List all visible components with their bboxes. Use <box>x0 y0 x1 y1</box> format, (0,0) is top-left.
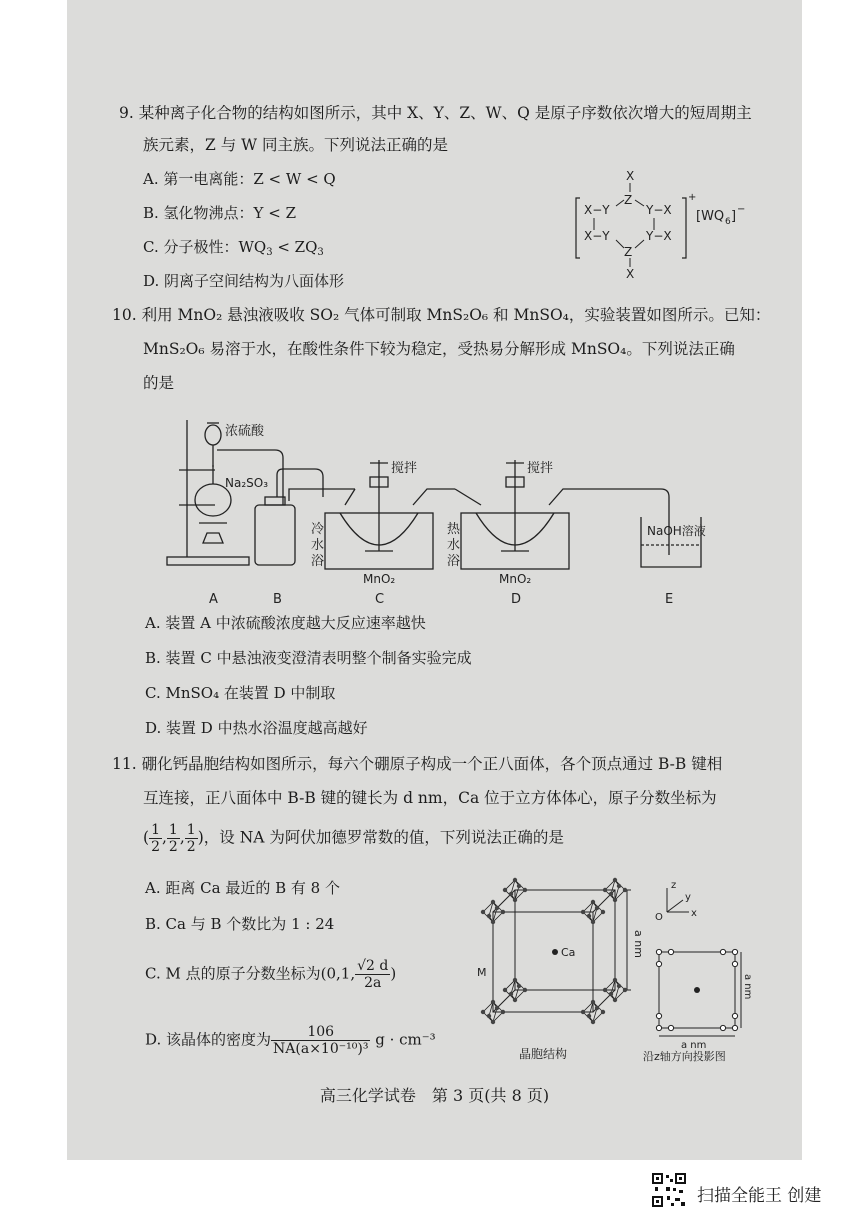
naoh-label: NaOH溶液 <box>647 524 706 538</box>
boron-atom <box>601 910 605 914</box>
label-c: C <box>375 592 385 607</box>
boron-atom <box>481 910 485 914</box>
boron-atom <box>623 988 627 992</box>
cold-bath-1: 冷 <box>311 522 325 537</box>
boron-atom <box>501 910 505 914</box>
m-label: M <box>477 966 487 979</box>
page-footer: 高三化学试卷 第 3 页(共 8 页) <box>319 1086 550 1105</box>
boron-atom <box>491 920 495 924</box>
stir-label-d: 搅拌 <box>527 461 554 476</box>
projection-b-atom <box>656 1025 661 1030</box>
axis-y: y <box>685 892 691 903</box>
q11-option-b: B. Ca 与 B 个数比为 1 : 24 <box>145 915 335 933</box>
projection-ca-atom <box>694 987 700 993</box>
q11-stem-line2: 互连接，正八面体中 B-B 键的键长为 d nm，Ca 位于立方体体心，原子分数坐标为 <box>143 789 717 807</box>
struct-row1: X−Y <box>584 203 610 217</box>
qr-code-icon <box>651 1172 687 1208</box>
boron-atom <box>509 992 513 996</box>
struct-anion-close: ] <box>731 209 737 224</box>
boron-atom <box>613 998 617 1002</box>
struct-x-top: X <box>626 169 635 183</box>
axis-x: x <box>691 908 697 919</box>
proj-side-label: a nm <box>742 974 753 1000</box>
acid-label: 浓硫酸 <box>225 424 265 439</box>
boron-atom <box>503 988 507 992</box>
q9-option-b: B. 氢化物沸点：Y < Z <box>143 204 296 222</box>
burner <box>203 533 223 543</box>
q9-stem-line1: 9. 某种离子化合物的结构如图所示，其中 X、Y、Z、W、Q 是原子序数依次增大的短周期主 <box>119 104 752 122</box>
q11-projection-figure <box>641 874 761 1064</box>
projection-b-atom <box>732 949 737 954</box>
dropping-funnel <box>205 425 221 445</box>
boron-atom <box>595 906 599 910</box>
struct-z-top: Z <box>624 193 633 207</box>
projection-b-atom <box>732 1025 737 1030</box>
q10-option-b: B. 装置 C 中悬浊液变澄清表明整个制备实验完成 <box>145 649 472 667</box>
hot-bath-2: 水 <box>447 538 461 553</box>
boron-atom <box>603 988 607 992</box>
projection-b-atom <box>668 949 673 954</box>
q10-option-c: C. MnSO₄ 在装置 D 中制取 <box>145 684 336 702</box>
q11-stem-line3: ( $\frac{1}{2}$ , $\frac{1}{2}$ , $\frac{1}{2}$ )，设 NA 为阿伏加德罗常数的值，下列说法正确的是 <box>143 822 564 855</box>
mno2-c: MnO₂ <box>363 572 396 586</box>
boron-atom <box>513 878 517 882</box>
cell-caption: 晶胞结构 <box>519 1047 568 1061</box>
boron-atom <box>501 1010 505 1014</box>
boron-atom <box>613 898 617 902</box>
boron-atom <box>609 892 613 896</box>
boron-atom <box>581 910 585 914</box>
q10-stem-line3: 的是 <box>143 374 175 392</box>
boron-atom <box>495 906 499 910</box>
q9-stem-line2: 族元素，Z 与 W 同主族。下列说法正确的是 <box>143 136 448 154</box>
q9-option-d: D. 阴离子空间结构为八面体形 <box>143 272 345 290</box>
q11-stem-line1: 11. 硼化钙晶胞结构如图所示，每六个硼原子构成一个正八面体，各个顶点通过 B-B 键相 <box>112 755 723 773</box>
boron-atom <box>495 1006 499 1010</box>
scanner-label: 扫描全能王 创建 <box>697 1186 822 1206</box>
struct-row2: X−Y <box>584 229 610 243</box>
stir-label-c: 搅拌 <box>391 461 418 476</box>
mno2-d: MnO₂ <box>499 572 532 586</box>
projection-b-atom <box>720 949 725 954</box>
q11-option-a: A. 距离 Ca 最近的 B 有 8 个 <box>145 879 340 897</box>
boron-atom <box>491 1020 495 1024</box>
boron-atom <box>581 1010 585 1014</box>
boron-atom <box>503 888 507 892</box>
boron-atom <box>523 888 527 892</box>
boron-atom <box>517 884 521 888</box>
hot-bath-3: 浴 <box>447 554 461 569</box>
q9-ion-structure-diagram <box>572 168 772 280</box>
projection-b-atom <box>732 961 737 966</box>
boron-atom <box>517 984 521 988</box>
struct-y-right2: Y−X <box>646 229 672 243</box>
struct-charge-plus: + <box>688 192 697 203</box>
q10-apparatus-diagram <box>165 405 725 615</box>
boron-atom <box>591 900 595 904</box>
boron-atom <box>609 992 613 996</box>
salt-label: Na₂SO₃ <box>225 476 269 490</box>
cold-bath-2: 水 <box>311 538 325 553</box>
q10-option-a: A. 装置 A 中浓硫酸浓度越大反应速率越快 <box>145 614 426 632</box>
boron-atom <box>601 1010 605 1014</box>
struct-x-bottom: X <box>626 267 635 281</box>
struct-anion-sub: 6 <box>725 217 731 227</box>
projection-b-atom <box>668 1025 673 1030</box>
q11-option-d: D. 该晶体的密度为 $\frac{106}{\text{NA(a×10⁻¹⁰)³}}$ g · cm⁻³ <box>145 1024 436 1057</box>
proj-caption: 沿z轴方向投影图 <box>643 1050 726 1063</box>
bottle-b <box>255 505 295 565</box>
struct-anion-open: [WQ <box>696 209 725 224</box>
projection-b-atom <box>720 1025 725 1030</box>
q9-option-c: C. 分子极性：$WQ_3 < ZQ_3$ <box>143 238 324 258</box>
struct-z-bottom: Z <box>624 245 633 259</box>
boron-atom <box>617 884 621 888</box>
q10-option-d: D. 装置 D 中热水浴温度越高越好 <box>145 719 368 737</box>
scanner-watermark <box>651 1172 851 1212</box>
label-e: E <box>665 592 674 607</box>
ca-atom <box>552 949 558 955</box>
q9-option-a: A. 第一电离能：Z < W < Q <box>143 170 336 188</box>
struct-y-right1: Y−X <box>646 203 672 217</box>
boron-atom <box>613 878 617 882</box>
boron-atom <box>513 978 517 982</box>
axis-origin: O <box>655 912 663 923</box>
boron-atom <box>491 900 495 904</box>
q11-unit-cell-figure <box>473 872 645 1064</box>
cell-edge-label: a nm <box>632 930 645 958</box>
boron-atom <box>613 978 617 982</box>
q11-option-c: C. M 点的原子分数坐标为(0,1, $\frac{√2 d}{2a}$ ) <box>145 958 397 991</box>
proj-bottom-label: a nm <box>681 1040 707 1051</box>
q10-stem-line2: MnS₂O₆ 易溶于水，在酸性条件下较为稳定，受热易分解形成 MnSO₄。下列说法正确 <box>143 340 735 358</box>
boron-atom <box>591 1000 595 1004</box>
ca-label: Ca <box>561 946 576 959</box>
struct-charge-minus: − <box>737 204 746 215</box>
boron-atom <box>591 920 595 924</box>
label-a: A <box>209 592 218 607</box>
boron-atom <box>617 984 621 988</box>
boron-atom <box>587 1014 591 1018</box>
q10-stem-line1: 10. 利用 MnO₂ 悬浊液吸收 SO₂ 气体可制取 MnS₂O₆ 和 MnSO₄，实验装置如图所示。已知： <box>112 306 771 324</box>
boron-atom <box>487 1014 491 1018</box>
hot-bath-1: 热 <box>447 522 461 537</box>
boron-atom <box>487 914 491 918</box>
boron-atom <box>591 1020 595 1024</box>
boron-atom <box>587 914 591 918</box>
cold-bath-3: 浴 <box>311 554 325 569</box>
boron-atom <box>481 1010 485 1014</box>
exam-page <box>67 0 802 1160</box>
boron-atom <box>623 888 627 892</box>
boron-atom <box>603 888 607 892</box>
boron-atom <box>513 898 517 902</box>
projection-b-atom <box>732 1013 737 1018</box>
boron-atom <box>491 1000 495 1004</box>
boron-atom <box>523 988 527 992</box>
boron-atom <box>513 998 517 1002</box>
boron-atom <box>509 892 513 896</box>
stand-base <box>167 557 249 565</box>
label-b: B <box>273 592 282 607</box>
projection-b-atom <box>656 961 661 966</box>
label-d: D <box>511 592 522 607</box>
axis-z: z <box>671 880 677 891</box>
projection-b-atom <box>656 1013 661 1018</box>
projection-b-atom <box>656 949 661 954</box>
boron-atom <box>595 1006 599 1010</box>
